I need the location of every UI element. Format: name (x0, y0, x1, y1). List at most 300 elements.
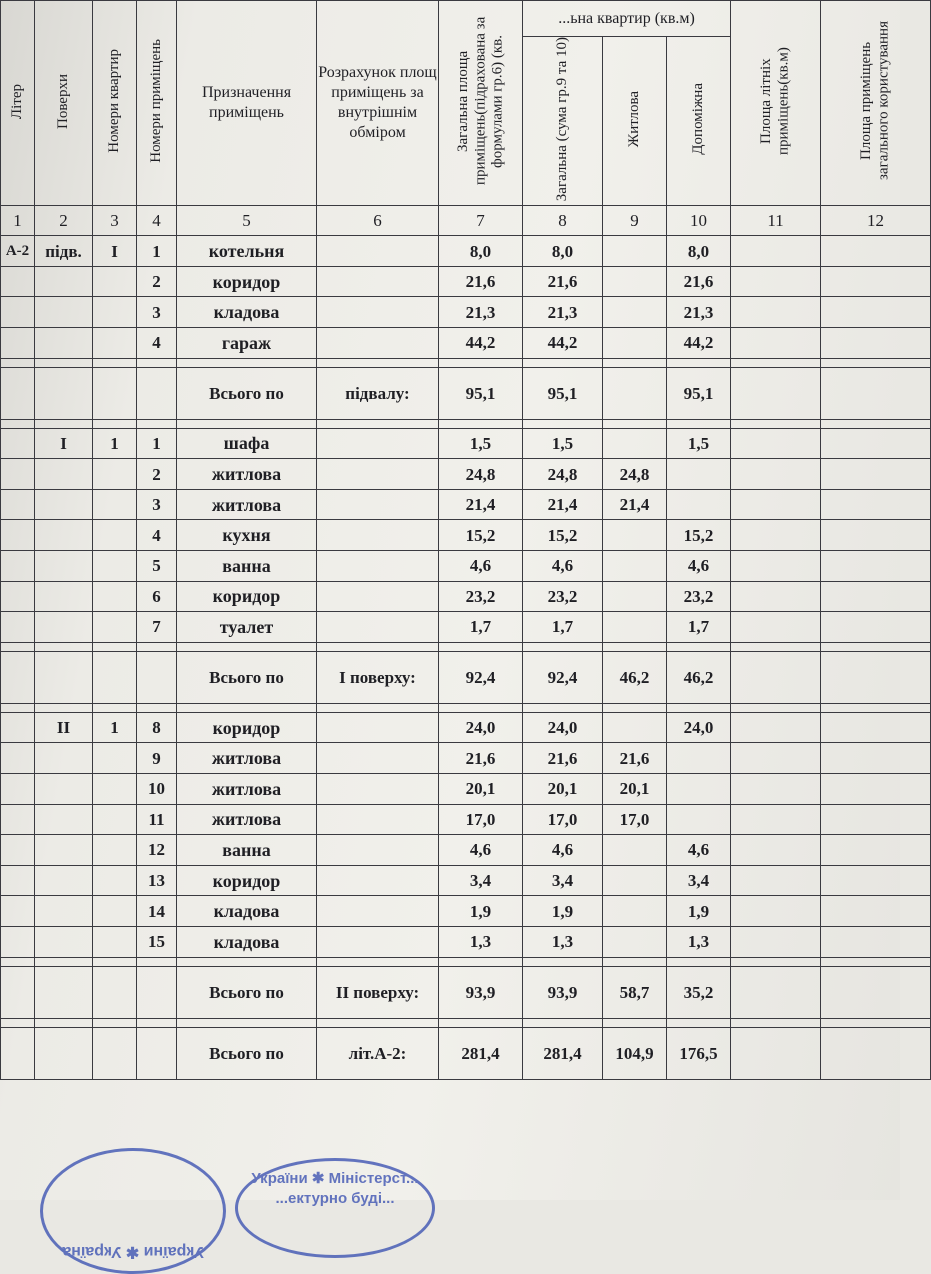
total-sum-cell: 15,2 (523, 520, 603, 551)
header-apartment: Номери квартир (93, 1, 137, 206)
summer-area-cell (731, 743, 821, 774)
liter-cell (1, 712, 35, 743)
summer-area-cell (731, 966, 821, 1018)
common-area-cell (821, 957, 931, 966)
auxiliary-area-cell: 1,9 (667, 896, 731, 927)
floor-cell (35, 459, 93, 490)
auxiliary-area-cell (667, 419, 731, 428)
total-area-cell: 1,7 (439, 612, 523, 643)
room-row (1, 459, 931, 490)
liter-cell (1, 419, 35, 428)
purpose-cell (177, 642, 317, 651)
calculation-cell (317, 358, 439, 367)
calculation-cell (317, 489, 439, 520)
living-area-cell (603, 297, 667, 328)
liter-cell (1, 743, 35, 774)
living-area-cell (603, 896, 667, 927)
common-area-cell (821, 297, 931, 328)
room-number-cell: 15 (137, 926, 177, 957)
purpose-cell: кладова (177, 297, 317, 328)
common-area-cell (821, 703, 931, 712)
calculation-cell (317, 520, 439, 551)
living-area-cell: 24,8 (603, 459, 667, 490)
purpose-cell: житлова (177, 459, 317, 490)
common-area-cell (821, 459, 931, 490)
purpose-cell (177, 703, 317, 712)
room-number-cell: 14 (137, 896, 177, 927)
summer-area-cell (731, 926, 821, 957)
auxiliary-area-cell: 21,6 (667, 266, 731, 297)
summer-area-cell (731, 459, 821, 490)
purpose-cell (177, 957, 317, 966)
header-total-area: Загальна площа приміщень(підрахована за формулами гр.6) (кв. (439, 1, 523, 206)
purpose-cell: коридор (177, 712, 317, 743)
total-row (1, 651, 931, 703)
column-number: 3 (93, 206, 137, 236)
total-sum-cell: 3,4 (523, 865, 603, 896)
living-area-cell (603, 612, 667, 643)
calculation-cell: підвалу: (317, 367, 439, 419)
total-area-cell: 281,4 (439, 1027, 523, 1079)
total-sum-cell: 281,4 (523, 1027, 603, 1079)
header-room-number: Номери приміщень (137, 1, 177, 206)
total-sum-cell (523, 1018, 603, 1027)
column-number: 1 (1, 206, 35, 236)
total-sum-cell: 21,4 (523, 489, 603, 520)
room-row (1, 236, 931, 267)
room-number-cell: 6 (137, 581, 177, 612)
room-number-cell: 11 (137, 804, 177, 835)
calculation-cell (317, 328, 439, 359)
purpose-cell (177, 1018, 317, 1027)
floor-cell: підв. (35, 236, 93, 267)
floor-cell (35, 328, 93, 359)
liter-cell (1, 459, 35, 490)
purpose-cell: Всього по (177, 966, 317, 1018)
liter-cell (1, 1018, 35, 1027)
purpose-cell (177, 419, 317, 428)
total-area-cell: 92,4 (439, 651, 523, 703)
room-row (1, 550, 931, 581)
spacer-row (1, 358, 931, 367)
floor-cell (35, 773, 93, 804)
summer-area-cell (731, 703, 821, 712)
calculation-cell (317, 612, 439, 643)
auxiliary-area-cell (667, 773, 731, 804)
common-area-cell (821, 1027, 931, 1079)
purpose-cell: житлова (177, 743, 317, 774)
calculation-cell (317, 642, 439, 651)
room-number-cell (137, 419, 177, 428)
summer-area-cell (731, 581, 821, 612)
living-area-cell (603, 328, 667, 359)
apartment-cell: 1 (93, 428, 137, 459)
total-sum-cell (523, 358, 603, 367)
liter-cell (1, 1027, 35, 1079)
living-area-cell (603, 835, 667, 866)
living-area-cell (603, 865, 667, 896)
liter-cell (1, 865, 35, 896)
total-sum-cell: 1,3 (523, 926, 603, 957)
total-area-cell: 1,3 (439, 926, 523, 957)
apartment-cell (93, 926, 137, 957)
summer-area-cell (731, 419, 821, 428)
liter-cell (1, 651, 35, 703)
room-number-cell: 9 (137, 743, 177, 774)
calculation-cell: літ.А-2: (317, 1027, 439, 1079)
room-row (1, 835, 931, 866)
liter-cell (1, 581, 35, 612)
room-number-cell: 13 (137, 865, 177, 896)
floor-cell (35, 419, 93, 428)
total-area-cell: 1,5 (439, 428, 523, 459)
living-area-cell: 17,0 (603, 804, 667, 835)
column-number: 4 (137, 206, 177, 236)
total-sum-cell: 95,1 (523, 367, 603, 419)
floor-cell (35, 266, 93, 297)
purpose-cell: коридор (177, 581, 317, 612)
liter-cell (1, 550, 35, 581)
summer-area-cell (731, 1018, 821, 1027)
liter-cell (1, 428, 35, 459)
floor-cell (35, 896, 93, 927)
total-sum-cell (523, 703, 603, 712)
calculation-cell (317, 865, 439, 896)
floor-cell (35, 1018, 93, 1027)
liter-cell (1, 266, 35, 297)
apartment-cell (93, 957, 137, 966)
living-area-cell (603, 581, 667, 612)
total-sum-cell: 17,0 (523, 804, 603, 835)
total-sum-cell: 92,4 (523, 651, 603, 703)
total-area-cell: 20,1 (439, 773, 523, 804)
common-area-cell (821, 651, 931, 703)
total-row (1, 1027, 931, 1079)
total-sum-cell: 4,6 (523, 835, 603, 866)
column-number: 11 (731, 206, 821, 236)
auxiliary-area-cell: 23,2 (667, 581, 731, 612)
total-area-cell: 21,6 (439, 743, 523, 774)
apartment-cell (93, 835, 137, 866)
summer-area-cell (731, 835, 821, 866)
total-sum-cell (523, 642, 603, 651)
liter-cell (1, 804, 35, 835)
floor-cell (35, 612, 93, 643)
total-sum-cell: 1,5 (523, 428, 603, 459)
summer-area-cell (731, 612, 821, 643)
summer-area-cell (731, 328, 821, 359)
apartment-cell (93, 419, 137, 428)
apartment-cell (93, 1027, 137, 1079)
floor-cell (35, 957, 93, 966)
calculation-cell: ІІ поверху: (317, 966, 439, 1018)
column-number: 8 (523, 206, 603, 236)
common-area-cell (821, 1018, 931, 1027)
purpose-cell: ванна (177, 835, 317, 866)
floor-cell (35, 489, 93, 520)
purpose-cell: туалет (177, 612, 317, 643)
auxiliary-area-cell: 46,2 (667, 651, 731, 703)
purpose-cell: Всього по (177, 367, 317, 419)
room-number-cell: 3 (137, 489, 177, 520)
calculation-cell (317, 550, 439, 581)
auxiliary-area-cell (667, 1018, 731, 1027)
room-row (1, 520, 931, 551)
room-number-cell: 4 (137, 520, 177, 551)
apartment-cell (93, 489, 137, 520)
room-number-cell: 10 (137, 773, 177, 804)
living-area-cell (603, 957, 667, 966)
apartment-cell (93, 297, 137, 328)
official-stamp: України ✱ Міністерст... ...ектурно буді... (235, 1158, 435, 1258)
calculation-cell (317, 266, 439, 297)
apartment-cell (93, 804, 137, 835)
summer-area-cell (731, 266, 821, 297)
room-row (1, 489, 931, 520)
auxiliary-area-cell: 1,3 (667, 926, 731, 957)
purpose-cell: гараж (177, 328, 317, 359)
purpose-cell: Всього по (177, 1027, 317, 1079)
apartment-cell (93, 612, 137, 643)
calculation-cell (317, 297, 439, 328)
floor-cell (35, 651, 93, 703)
total-area-cell: 1,9 (439, 896, 523, 927)
floor-cell (35, 520, 93, 551)
auxiliary-area-cell (667, 957, 731, 966)
common-area-cell (821, 367, 931, 419)
floor-cell (35, 743, 93, 774)
total-area-cell (439, 642, 523, 651)
total-area-cell: 95,1 (439, 367, 523, 419)
room-number-cell (137, 957, 177, 966)
room-row (1, 743, 931, 774)
total-area-cell (439, 957, 523, 966)
auxiliary-area-cell (667, 804, 731, 835)
total-area-cell: 8,0 (439, 236, 523, 267)
summer-area-cell (731, 428, 821, 459)
calculation-cell (317, 804, 439, 835)
liter-cell (1, 966, 35, 1018)
liter-cell (1, 489, 35, 520)
liter-cell (1, 358, 35, 367)
summer-area-cell (731, 896, 821, 927)
room-row (1, 712, 931, 743)
auxiliary-area-cell (667, 358, 731, 367)
purpose-cell: коридор (177, 865, 317, 896)
apartment-cell (93, 367, 137, 419)
common-area-cell (821, 966, 931, 1018)
room-row (1, 896, 931, 927)
floor-cell: І (35, 428, 93, 459)
auxiliary-area-cell: 8,0 (667, 236, 731, 267)
total-area-cell: 4,6 (439, 835, 523, 866)
floor-cell (35, 1027, 93, 1079)
total-sum-cell: 24,8 (523, 459, 603, 490)
calculation-cell (317, 835, 439, 866)
common-area-cell (821, 896, 931, 927)
floor-cell (35, 297, 93, 328)
room-number-cell (137, 642, 177, 651)
column-number: 6 (317, 206, 439, 236)
common-area-cell (821, 419, 931, 428)
floor-cell (35, 703, 93, 712)
room-number-cell: 7 (137, 612, 177, 643)
liter-cell (1, 367, 35, 419)
total-sum-cell: 1,9 (523, 896, 603, 927)
living-area-cell (603, 358, 667, 367)
apartment-cell (93, 581, 137, 612)
summer-area-cell (731, 367, 821, 419)
auxiliary-area-cell: 176,5 (667, 1027, 731, 1079)
auxiliary-area-cell (667, 642, 731, 651)
room-number-cell (137, 703, 177, 712)
common-area-cell (821, 520, 931, 551)
living-area-cell: 21,6 (603, 743, 667, 774)
calculation-cell (317, 773, 439, 804)
header-floor: Поверхи (35, 1, 93, 206)
total-area-cell: 21,4 (439, 489, 523, 520)
summer-area-cell (731, 957, 821, 966)
living-area-cell (603, 428, 667, 459)
apartment-cell (93, 773, 137, 804)
total-area-cell: 93,9 (439, 966, 523, 1018)
floor-cell: ІІ (35, 712, 93, 743)
common-area-cell (821, 266, 931, 297)
total-sum-cell (523, 957, 603, 966)
spacer-row (1, 642, 931, 651)
total-area-cell (439, 703, 523, 712)
living-area-cell: 46,2 (603, 651, 667, 703)
total-area-cell: 17,0 (439, 804, 523, 835)
summer-area-cell (731, 1027, 821, 1079)
apartment-cell (93, 266, 137, 297)
common-area-cell (821, 612, 931, 643)
purpose-cell: шафа (177, 428, 317, 459)
common-area-cell (821, 773, 931, 804)
living-area-cell: 104,9 (603, 1027, 667, 1079)
column-number: 12 (821, 206, 931, 236)
room-row (1, 773, 931, 804)
living-area-cell (603, 419, 667, 428)
auxiliary-area-cell: 4,6 (667, 550, 731, 581)
purpose-cell: кухня (177, 520, 317, 551)
header-living: Житлова (603, 37, 667, 206)
floor-cell (35, 966, 93, 1018)
liter-cell (1, 957, 35, 966)
calculation-cell (317, 896, 439, 927)
living-area-cell (603, 642, 667, 651)
apartment-cell (93, 703, 137, 712)
calculation-cell (317, 712, 439, 743)
purpose-cell: житлова (177, 773, 317, 804)
total-row (1, 367, 931, 419)
room-number-cell (137, 651, 177, 703)
liter-cell (1, 896, 35, 927)
summer-area-cell (731, 712, 821, 743)
summer-area-cell (731, 804, 821, 835)
auxiliary-area-cell: 35,2 (667, 966, 731, 1018)
auxiliary-area-cell: 44,2 (667, 328, 731, 359)
floor-cell (35, 358, 93, 367)
apartment-cell (93, 896, 137, 927)
column-number: 10 (667, 206, 731, 236)
common-area-cell (821, 428, 931, 459)
calculation-cell (317, 428, 439, 459)
room-number-cell: 2 (137, 459, 177, 490)
room-number-cell (137, 1027, 177, 1079)
apartment-cell (93, 651, 137, 703)
apartment-cell (93, 358, 137, 367)
summer-area-cell (731, 358, 821, 367)
room-number-cell: 8 (137, 712, 177, 743)
living-area-cell: 58,7 (603, 966, 667, 1018)
total-sum-cell: 44,2 (523, 328, 603, 359)
common-area-cell (821, 358, 931, 367)
common-area-cell (821, 328, 931, 359)
common-area-cell (821, 926, 931, 957)
total-area-cell (439, 358, 523, 367)
common-area-cell (821, 865, 931, 896)
common-area-cell (821, 642, 931, 651)
liter-cell (1, 612, 35, 643)
header-common-area: Площа приміщень загального користування (821, 1, 931, 206)
purpose-cell: Всього по (177, 651, 317, 703)
calculation-cell (317, 459, 439, 490)
summer-area-cell (731, 865, 821, 896)
spacer-row (1, 1018, 931, 1027)
room-row (1, 297, 931, 328)
column-number: 2 (35, 206, 93, 236)
room-row (1, 865, 931, 896)
common-area-cell (821, 550, 931, 581)
room-row (1, 926, 931, 957)
calculation-cell (317, 1018, 439, 1027)
living-area-cell (603, 550, 667, 581)
common-area-cell (821, 712, 931, 743)
floor-cell (35, 367, 93, 419)
total-sum-cell: 21,6 (523, 743, 603, 774)
room-number-cell: 4 (137, 328, 177, 359)
total-area-cell: 3,4 (439, 865, 523, 896)
room-row (1, 804, 931, 835)
header-auxiliary: Допоміжна (667, 37, 731, 206)
common-area-cell (821, 743, 931, 774)
apartment-cell (93, 966, 137, 1018)
table-body (1, 206, 931, 1079)
apartment-cell (93, 865, 137, 896)
calculation-cell (317, 236, 439, 267)
apartment-cell: 1 (93, 712, 137, 743)
room-number-cell: 1 (137, 236, 177, 267)
total-sum-cell: 4,6 (523, 550, 603, 581)
header-total-sum: Загальна (сума гр.9 та 10) (523, 37, 603, 206)
auxiliary-area-cell: 1,5 (667, 428, 731, 459)
room-number-cell (137, 966, 177, 1018)
spacer-row (1, 703, 931, 712)
room-number-cell (137, 367, 177, 419)
apartment-cell (93, 520, 137, 551)
room-row (1, 428, 931, 459)
apartment-cell (93, 328, 137, 359)
summer-area-cell (731, 773, 821, 804)
spacer-row (1, 957, 931, 966)
column-number: 7 (439, 206, 523, 236)
purpose-cell: кладова (177, 926, 317, 957)
auxiliary-area-cell (667, 703, 731, 712)
auxiliary-area-cell (667, 489, 731, 520)
total-sum-cell: 8,0 (523, 236, 603, 267)
liter-cell (1, 642, 35, 651)
